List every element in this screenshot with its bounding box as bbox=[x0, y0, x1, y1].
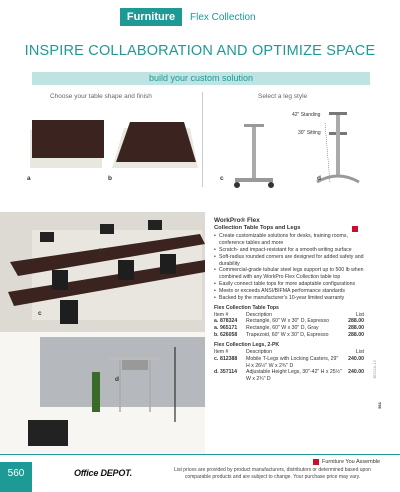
monitor-1 bbox=[40, 232, 54, 242]
letter-d-photo: d bbox=[115, 376, 119, 383]
monitor-2 bbox=[100, 224, 114, 234]
row-letter: d. bbox=[214, 369, 219, 376]
item-price: 288.00 bbox=[348, 318, 364, 325]
row-letter: a. bbox=[214, 325, 219, 332]
item-price: 288.00 bbox=[348, 325, 364, 332]
item-number: 812388 bbox=[220, 355, 238, 362]
assemble-icon bbox=[313, 459, 319, 465]
page-headline: INSPIRE COLLABORATION AND OPTIMIZE SPACE bbox=[24, 43, 376, 59]
pricing-disclaimer: List prices are provided by product manufacturers, distributors or determined based upon comparable products and are subject to change. Your purchase price may vary. bbox=[174, 467, 371, 480]
item-col-header: Item # bbox=[214, 311, 229, 318]
section-header-tab bbox=[120, 8, 400, 26]
feature-item: • Backed by the manufacturer's 10-year limited warranty bbox=[214, 295, 364, 302]
product-subtitle: Collection Table Tops and Legs bbox=[214, 225, 301, 232]
table-row bbox=[214, 369, 364, 383]
column-divider bbox=[202, 92, 203, 187]
subcategory-label: Flex Collection bbox=[190, 11, 256, 23]
side-page-number: 561 bbox=[377, 402, 382, 409]
potted-plant bbox=[92, 372, 100, 412]
printer bbox=[122, 360, 148, 370]
office-chair-4 bbox=[60, 300, 78, 324]
letter-d-legs: d bbox=[317, 175, 321, 182]
item-number: 965171 bbox=[220, 325, 238, 332]
letter-c-legs: c bbox=[220, 175, 224, 182]
page-number: 560 bbox=[0, 462, 32, 492]
table-row bbox=[214, 318, 364, 325]
office-chair-2 bbox=[118, 260, 134, 280]
legs-table-header bbox=[214, 349, 364, 356]
item-description: Mobile T-Legs with Locking Casters, 29" H x 26½" W x 2¾" D bbox=[246, 355, 339, 369]
row-letter: a. bbox=[214, 318, 219, 325]
leg-styles-image bbox=[225, 108, 365, 190]
item-description: Adjustable Height Legs, 30"-42" H x 25½" W x 2¾" D bbox=[246, 369, 342, 383]
item-number: 626058 bbox=[220, 332, 238, 339]
side-code: BD22A-12 bbox=[372, 360, 377, 379]
table-tops-image bbox=[20, 110, 200, 175]
item-description: Rectangle, 60" W x 30" D, Espresso bbox=[246, 318, 329, 325]
item-price: 288.00 bbox=[348, 332, 364, 339]
lower-window bbox=[40, 337, 205, 407]
office-depot-logo: Office DEPOT. bbox=[74, 468, 133, 478]
desc-col-header: Description bbox=[246, 311, 272, 318]
item-number: 878324 bbox=[220, 318, 238, 325]
letter-b-tops: b bbox=[108, 175, 112, 182]
standing-label: 42" Standing bbox=[292, 112, 321, 118]
feature-item: • Soft-radius rounded corners are designed for added safety and durability bbox=[214, 254, 364, 268]
feature-item: • Create customizable solutions for desks, training rooms, conference tables and more bbox=[214, 233, 364, 247]
tops-section-title: Flex Collection Table Tops bbox=[214, 304, 279, 311]
lounge-chair bbox=[28, 420, 68, 446]
espresso-trapezoid-top bbox=[116, 122, 196, 162]
table-row bbox=[214, 356, 364, 370]
row-letter: c. bbox=[214, 355, 219, 362]
build-band: build your custom solution bbox=[32, 72, 370, 85]
price-col-header: List bbox=[355, 348, 364, 355]
product-title: WorkPro® Flex bbox=[214, 217, 260, 224]
product-spec-block bbox=[214, 217, 364, 383]
footer-rule bbox=[0, 454, 400, 455]
adjustable-leg-post bbox=[336, 115, 340, 175]
standing-desk-top bbox=[110, 357, 160, 360]
letter-c-photo: c bbox=[38, 310, 42, 317]
adjustable-leg-base bbox=[317, 176, 359, 182]
furniture-you-assemble-icon bbox=[352, 226, 358, 232]
category-label: Furniture bbox=[120, 8, 182, 26]
feature-item: • Scratch- and impact-resistant for a smooth writing surface bbox=[214, 247, 364, 254]
adjustable-leg-top-standing bbox=[329, 112, 347, 115]
item-number: 357114 bbox=[220, 369, 238, 376]
choose-table-label: Choose your table shape and finish bbox=[50, 93, 152, 100]
legs-section-title: Flex Collection Legs, 2-PK bbox=[214, 341, 280, 348]
item-price: 240.00 bbox=[348, 355, 364, 362]
assemble-label: Furniture You Assemble bbox=[322, 459, 381, 465]
item-col-header: Item # bbox=[214, 348, 229, 355]
office-chair-1 bbox=[52, 270, 68, 290]
table-row bbox=[214, 325, 364, 332]
office-chair-3 bbox=[160, 254, 176, 274]
item-description: Rectangle, 60" W x 30" D, Gray bbox=[246, 325, 319, 332]
item-price: 240.00 bbox=[348, 369, 364, 376]
monitor-3 bbox=[148, 220, 162, 230]
t-leg-post bbox=[252, 126, 256, 178]
caster-right bbox=[268, 182, 274, 188]
letter-a-tops: a bbox=[27, 175, 31, 182]
desc-col-header: Description bbox=[246, 348, 272, 355]
table-row bbox=[214, 332, 364, 339]
letter-a-photo: a bbox=[98, 247, 102, 254]
feature-item: • Meets or exceeds ANSI/BIFMA performance standards bbox=[214, 288, 364, 295]
espresso-rectangle-top bbox=[32, 120, 104, 158]
tops-table-header bbox=[214, 312, 364, 319]
t-leg-base bbox=[235, 178, 273, 182]
row-letter: b. bbox=[214, 332, 219, 339]
item-description: Trapezoid, 60" W x 30" D, Espresso bbox=[246, 332, 329, 339]
price-col-header: List bbox=[355, 311, 364, 318]
furniture-you-assemble-note bbox=[313, 459, 380, 465]
caster-left bbox=[234, 182, 240, 188]
feature-item: • Easily connect table tops for more adaptable configurations bbox=[214, 281, 364, 288]
select-leg-label: Select a leg style bbox=[258, 93, 308, 100]
feature-item: • Commercial-grade tubular steel legs support up to 500 lb when combined with any WorkPro Flex Collection table top bbox=[214, 267, 364, 281]
feature-list bbox=[214, 233, 364, 302]
sitting-label: 30" Sitting bbox=[298, 130, 321, 136]
t-leg-top bbox=[244, 124, 264, 127]
office-scene-photo bbox=[0, 212, 205, 454]
